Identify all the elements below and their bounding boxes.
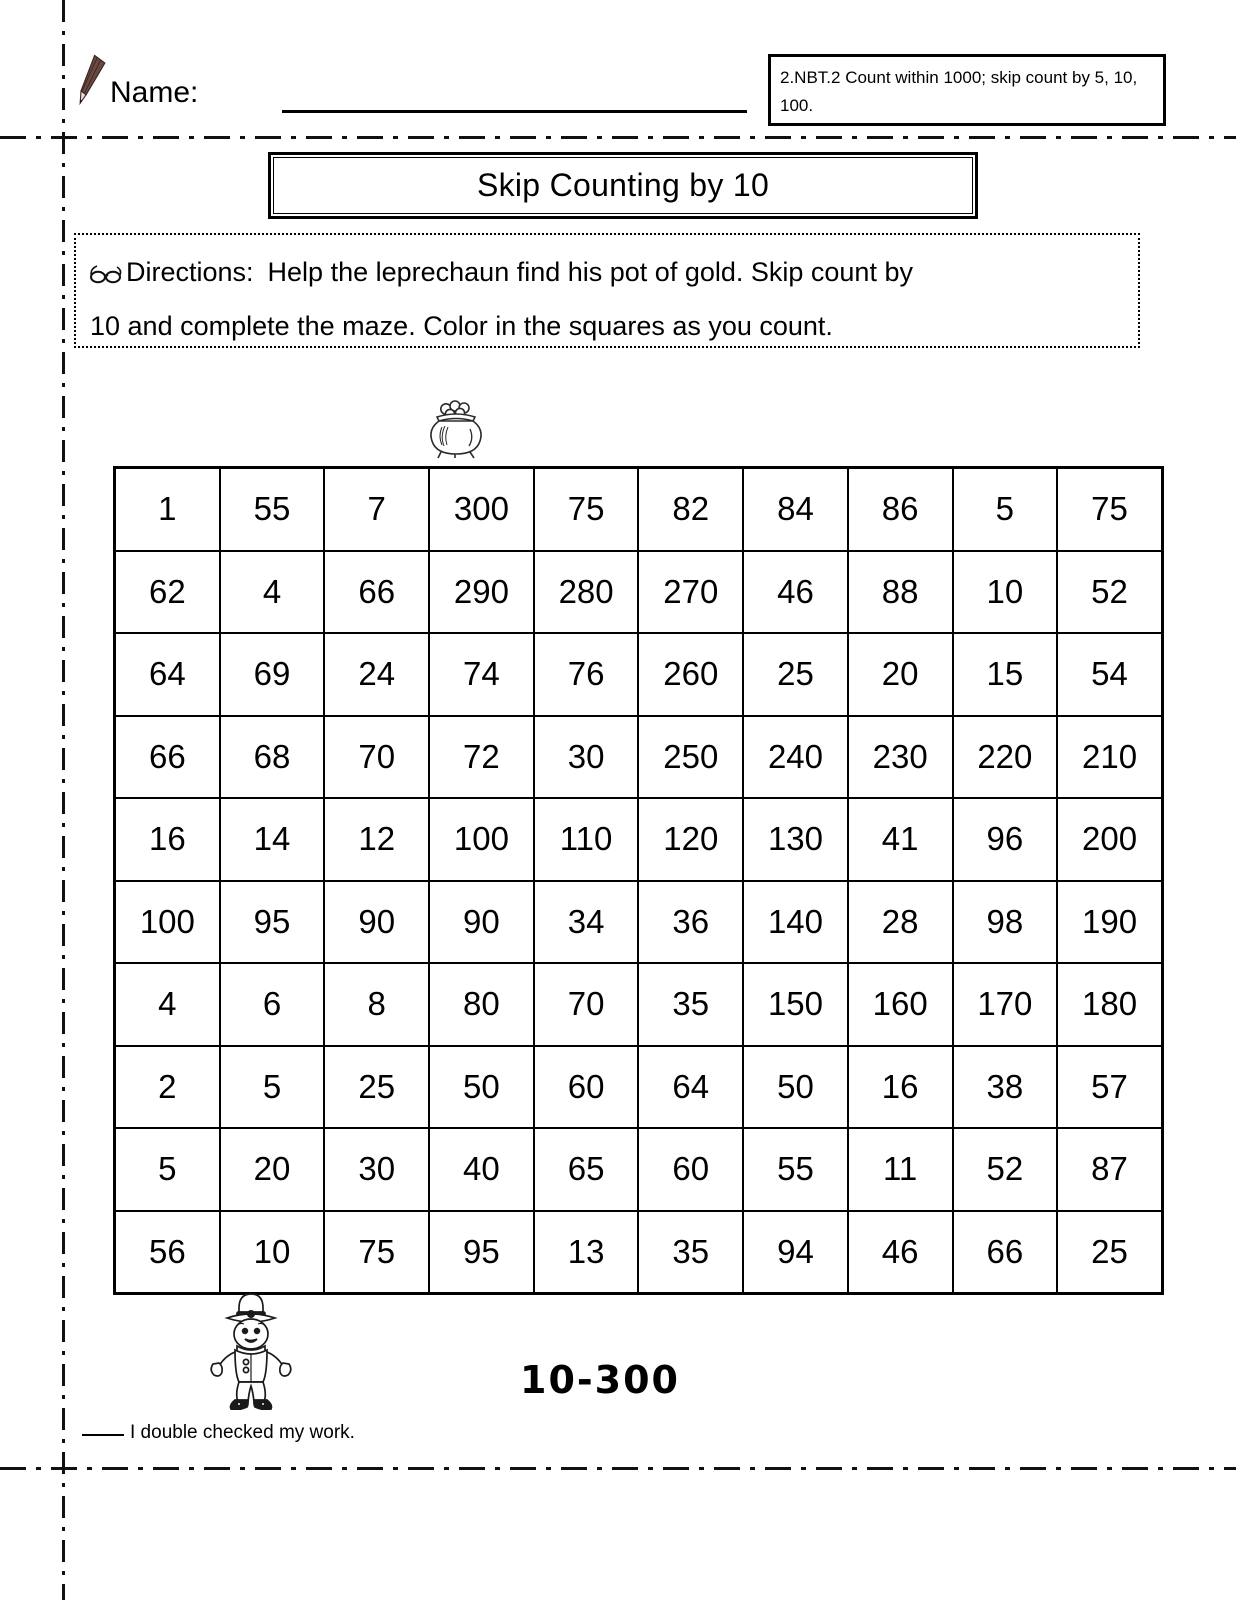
maze-cell[interactable]: 2	[115, 1046, 220, 1129]
maze-cell[interactable]: 55	[220, 468, 325, 551]
maze-cell[interactable]: 4	[115, 963, 220, 1046]
maze-cell[interactable]: 210	[1057, 716, 1162, 799]
maze-row	[115, 551, 1163, 634]
maze-cell[interactable]: 5	[953, 468, 1058, 551]
maze-cell[interactable]: 55	[743, 1128, 848, 1211]
maze-row	[115, 963, 1163, 1046]
maze-row	[115, 1128, 1163, 1211]
maze-cell[interactable]: 76	[534, 633, 639, 716]
maze-cell[interactable]: 75	[534, 468, 639, 551]
maze-cell[interactable]: 4	[220, 551, 325, 634]
maze-cell[interactable]: 120	[638, 798, 743, 881]
directions-box	[74, 233, 1140, 348]
maze-cell[interactable]: 20	[220, 1128, 325, 1211]
maze-cell[interactable]: 11	[848, 1128, 953, 1211]
maze-row	[115, 1211, 1163, 1294]
cut-line-vertical	[62, 0, 65, 1600]
maze-cell[interactable]: 270	[638, 551, 743, 634]
maze-cell[interactable]: 38	[953, 1046, 1058, 1129]
maze-cell[interactable]: 90	[324, 881, 429, 964]
maze-row	[115, 881, 1163, 964]
maze-cell[interactable]: 25	[1057, 1211, 1162, 1294]
maze-cell[interactable]: 190	[1057, 881, 1162, 964]
standard-box	[768, 54, 1166, 126]
maze-cell[interactable]: 87	[1057, 1128, 1162, 1211]
maze-cell[interactable]: 95	[429, 1211, 534, 1294]
name-row	[72, 52, 712, 126]
maze-cell[interactable]: 110	[534, 798, 639, 881]
maze-cell[interactable]: 57	[1057, 1046, 1162, 1129]
range-label: 10-300	[520, 1358, 680, 1402]
maze-cell[interactable]: 30	[534, 716, 639, 799]
directions-line-1	[90, 245, 1126, 299]
double-check-blank[interactable]	[82, 1434, 124, 1436]
cut-line-horizontal-bottom	[0, 1467, 1236, 1470]
maze-cell[interactable]: 50	[429, 1046, 534, 1129]
title-box-inner	[273, 157, 973, 214]
maze-cell[interactable]: 35	[638, 1211, 743, 1294]
maze-cell[interactable]: 5	[115, 1128, 220, 1211]
name-label: Name:	[110, 76, 199, 109]
maze-cell[interactable]: 82	[638, 468, 743, 551]
maze-cell[interactable]: 16	[848, 1046, 953, 1129]
maze-cell[interactable]: 80	[429, 963, 534, 1046]
maze-row	[115, 1046, 1163, 1129]
maze-cell[interactable]: 140	[743, 881, 848, 964]
pot-of-gold-icon	[420, 396, 492, 462]
maze-cell[interactable]: 68	[220, 716, 325, 799]
page-title: Skip Counting by 10	[476, 167, 770, 203]
maze-row	[115, 633, 1163, 716]
maze-cell[interactable]: 250	[638, 716, 743, 799]
directions-text-1: Help the leprechaun find his pot of gold. Skip count by	[267, 257, 913, 287]
pencil-icon	[72, 52, 112, 114]
maze-cell[interactable]: 260	[638, 633, 743, 716]
maze-cell[interactable]: 30	[324, 1128, 429, 1211]
maze-cell[interactable]: 230	[848, 716, 953, 799]
maze-cell[interactable]: 15	[953, 633, 1058, 716]
maze-cell[interactable]: 20	[848, 633, 953, 716]
maze-cell[interactable]: 66	[115, 716, 220, 799]
maze-cell[interactable]: 24	[324, 633, 429, 716]
maze-cell[interactable]: 50	[743, 1046, 848, 1129]
maze-cell[interactable]: 88	[848, 551, 953, 634]
glasses-icon	[90, 248, 124, 268]
maze-cell[interactable]: 64	[638, 1046, 743, 1129]
directions-line-2: 10 and complete the maze. Color in the squares as you count.	[90, 311, 833, 341]
maze-cell[interactable]: 160	[848, 963, 953, 1046]
maze-cell[interactable]: 290	[429, 551, 534, 634]
maze-cell[interactable]: 300	[429, 468, 534, 551]
maze-cell[interactable]: 54	[1057, 633, 1162, 716]
maze-cell[interactable]: 65	[534, 1128, 639, 1211]
maze-cell[interactable]: 56	[115, 1211, 220, 1294]
maze-cell[interactable]: 100	[115, 881, 220, 964]
maze-cell[interactable]: 16	[115, 798, 220, 881]
maze-cell[interactable]: 84	[743, 468, 848, 551]
maze-cell[interactable]: 220	[953, 716, 1058, 799]
maze-cell[interactable]: 66	[953, 1211, 1058, 1294]
maze-cell[interactable]: 130	[743, 798, 848, 881]
maze-cell[interactable]: 64	[115, 633, 220, 716]
maze-cell[interactable]: 40	[429, 1128, 534, 1211]
cut-line-horizontal-top	[0, 136, 1236, 139]
maze-cell[interactable]: 90	[429, 881, 534, 964]
maze-cell[interactable]: 180	[1057, 963, 1162, 1046]
maze-cell[interactable]: 10	[220, 1211, 325, 1294]
maze-cell[interactable]: 70	[324, 716, 429, 799]
maze-cell[interactable]: 72	[429, 716, 534, 799]
maze-cell[interactable]: 25	[324, 1046, 429, 1129]
title-box	[268, 152, 978, 219]
maze-cell[interactable]: 150	[743, 963, 848, 1046]
maze-cell[interactable]: 95	[220, 881, 325, 964]
maze-cell[interactable]: 46	[848, 1211, 953, 1294]
maze-cell[interactable]: 1	[115, 468, 220, 551]
directions-label: Directions:	[126, 257, 254, 287]
maze-grid[interactable]	[113, 466, 1164, 1295]
maze-cell[interactable]: 6	[220, 963, 325, 1046]
maze-cell[interactable]: 41	[848, 798, 953, 881]
maze-cell[interactable]: 94	[743, 1211, 848, 1294]
maze-row	[115, 798, 1163, 881]
maze-cell[interactable]: 66	[324, 551, 429, 634]
maze-cell[interactable]: 60	[638, 1128, 743, 1211]
maze-cell[interactable]: 62	[115, 551, 220, 634]
maze-cell[interactable]: 86	[848, 468, 953, 551]
maze-cell[interactable]: 170	[953, 963, 1058, 1046]
maze-cell[interactable]: 70	[534, 963, 639, 1046]
maze-cell[interactable]: 8	[324, 963, 429, 1046]
maze-cell[interactable]: 96	[953, 798, 1058, 881]
maze-cell[interactable]: 14	[220, 798, 325, 881]
leprechaun-icon	[205, 1288, 297, 1410]
maze-cell[interactable]: 100	[429, 798, 534, 881]
maze-cell[interactable]: 28	[848, 881, 953, 964]
maze-cell[interactable]: 10	[953, 551, 1058, 634]
maze-cell[interactable]: 75	[1057, 468, 1162, 551]
maze-grid-body	[115, 468, 1163, 1294]
maze-cell[interactable]: 280	[534, 551, 639, 634]
maze-cell[interactable]: 60	[534, 1046, 639, 1129]
name-input-line[interactable]	[282, 110, 747, 113]
maze-cell[interactable]: 74	[429, 633, 534, 716]
maze-cell[interactable]: 52	[953, 1128, 1058, 1211]
maze-cell[interactable]: 69	[220, 633, 325, 716]
maze-cell[interactable]: 240	[743, 716, 848, 799]
maze-cell[interactable]: 46	[743, 551, 848, 634]
maze-cell[interactable]: 36	[638, 881, 743, 964]
maze-cell[interactable]: 7	[324, 468, 429, 551]
maze-cell[interactable]: 35	[638, 963, 743, 1046]
maze-cell[interactable]: 98	[953, 881, 1058, 964]
maze-cell[interactable]: 200	[1057, 798, 1162, 881]
maze-cell[interactable]: 13	[534, 1211, 639, 1294]
maze-cell[interactable]: 34	[534, 881, 639, 964]
double-check-footer	[82, 1422, 355, 1444]
maze-row	[115, 716, 1163, 799]
maze-cell[interactable]: 75	[324, 1211, 429, 1294]
maze-row	[115, 468, 1163, 551]
maze-cell[interactable]: 12	[324, 798, 429, 881]
maze-cell[interactable]: 5	[220, 1046, 325, 1129]
maze-cell[interactable]: 52	[1057, 551, 1162, 634]
maze-cell[interactable]: 25	[743, 633, 848, 716]
double-check-text: I double checked my work.	[130, 1422, 355, 1443]
standard-text: 2.NBT.2 Count within 1000; skip count by 5, 10, 100.	[780, 68, 1138, 115]
